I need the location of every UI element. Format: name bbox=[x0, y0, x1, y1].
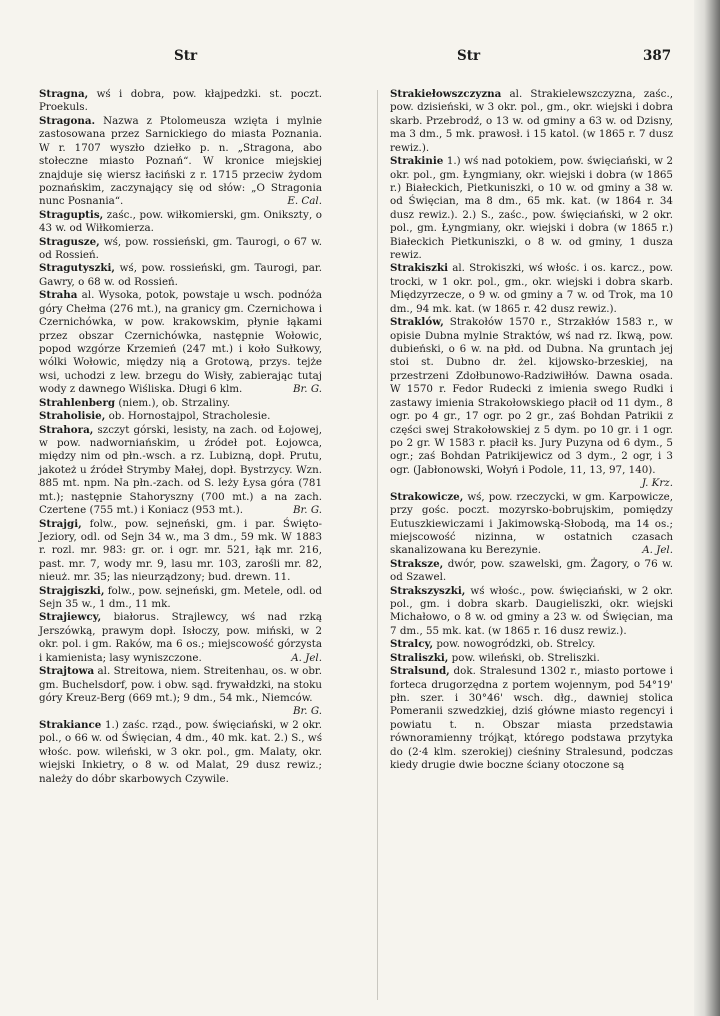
entry-headword: Strahora, bbox=[39, 423, 94, 436]
dictionary-entry bbox=[39, 424, 322, 518]
entry-author-signature: J. Krz. bbox=[641, 477, 673, 490]
entry-headword: Strakiance bbox=[39, 718, 102, 731]
entry-headword: Straguptis, bbox=[39, 208, 104, 221]
entry-headword: Strajgiszki, bbox=[39, 584, 105, 597]
entry-text: wś, pow. rzeczycki, w gm. Karpowicze, przy gośc. poczt. mozyrsko-bobrujskim, pomiędzy Eutuszkiewiczami i Jakimowską-Słobodą, ma 14 os.; miejscowość nizinna, w ostatnich czasach skanalizowana ku Berezynie. bbox=[390, 490, 673, 557]
page-edge-shadow bbox=[694, 0, 720, 1016]
entry-text: al. Strokiszki, wś włośc. i os. karcz., pow. trocki, w 1 okr. pol., gm., okr. wiejski i dobra skarb. Międzyrzecze, o 9 w. od gminy a 7 w. od Trok, ma 10 dm., 94 mk. kat. (w 1865 r. 42 dusz rewiz.). bbox=[390, 262, 673, 315]
right-column bbox=[390, 88, 673, 773]
entry-author-signature: E. Cal. bbox=[287, 195, 322, 208]
entry-text: al. Strakielewszczyzna, zaśc., pow. dzisieński, w 3 okr. pol., gm., okr. wiejski i dobra skarb. Przebrodź, o 13 w. od gminy a 63 w. od Dzisny, ma 3 dm., 5 mk. prawosł. i 15 katol. (w 1865 r. 7 dusz rewiz.). bbox=[390, 88, 673, 154]
entry-author-signature: Br. G. bbox=[292, 504, 322, 517]
entry-headword: Strakinie bbox=[390, 155, 444, 168]
entry-text: wś, pow. rossieński, gm. Taurogi, o 67 w. od Rossień. bbox=[39, 235, 322, 262]
dictionary-entry bbox=[39, 518, 322, 585]
entry-text: al. Wysoka, potok, powstaje u wsch. podnóża góry Chełma (276 mt.), na granicy gm. Czernichowa i Czernichówka, w pow. krakowskim, płynie łąkami przez obszar Czernichówka, następnie Wołowic, popod wzgórze Krzemień (247 mt.) i koło Sułkowy, wólki Wołowic, między nią a Grotową, przys. tejże wsi, uchodzi z lew. brzegu do Wisły, zabierając tutaj wody z dawnego Wiśliska. Długi 6 klm. bbox=[39, 289, 322, 396]
dictionary-entry bbox=[39, 88, 322, 115]
entry-text: wś i dobra, pow. kłajpedzki. st. poczt. Proekuls. bbox=[39, 88, 322, 114]
entry-headword: Strajtowa bbox=[39, 665, 95, 678]
entry-author-signature: A. Jel. bbox=[642, 544, 673, 557]
entry-text: dok. Stralesund 1302 r., miasto portowe i forteca drugorzędna z portem wojennym, pod 54°19' płn. szer. i 30°46' wsch. dłg., dawniej stolica Pomeranii szwedzkiej, dziś główne miasto regencyi i powiatu t. n. Obszar miasta przedstawia równoramienny trójkąt, którego podstawa przytyka do (2·4 klm. szerokiej) cieśniny Stralesund, podczas kiedy drugie dwie boczne ściany otoczone są bbox=[390, 665, 673, 772]
entry-author-signature: Br. G. bbox=[292, 383, 322, 396]
entry-text: 1.) zaśc. rząd., pow. święciański, w 2 okr. pol., o 66 w. od Święcian, 4 dm., 40 mk. kat. 2.) S., wś włośc. pow. wileński, w 3 okr. pol., gm. Malaty, okr. wiejski Inkietry, o 8 w. od Malat, 29 dusz rewiz.; należy do dóbr skarbowych Czywile. bbox=[39, 718, 322, 785]
entry-text: zaśc., pow. wiłkomierski, gm. Oniksztу, o 43 w. od Wiłkomierza. bbox=[39, 208, 322, 235]
entry-text: dwór, pow. szawelski, gm. Żagory, o 76 w. od Szawel. bbox=[390, 557, 673, 584]
entry-headword: Straliszki, bbox=[390, 651, 449, 664]
dictionary-entry bbox=[390, 88, 673, 155]
dictionary-entry bbox=[39, 397, 322, 410]
entry-headword: Strahlenberg bbox=[39, 396, 116, 409]
entry-headword: Strakszе, bbox=[390, 557, 444, 570]
column-divider bbox=[377, 90, 378, 1000]
dictionary-entry bbox=[39, 410, 322, 423]
entry-text: wś włośc., pow. święciański, w 2 okr. pol., gm. i dobra skarb. Daugieliszki, okr. wiejski Michałowo, o 8 w. od gminy a 23 w. od Święcian, ma 7 dm., 55 mk. kat. (w 1865 r. 16 dusz rewiz.). bbox=[390, 584, 673, 637]
entry-headword: Stragusze, bbox=[39, 235, 100, 248]
dictionary-entry bbox=[39, 289, 322, 396]
dictionary-entry bbox=[390, 585, 673, 639]
entry-text: folw., pow. sejneński, gm. i par. Święto-Jeziory, odl. od Sejn 34 w., ma 3 dm., 59 mk. W 1883 r. rozl. mr. 983: gr. or. i ogr. mr. 521, łąk mr. 216, past. mr. 7, wody mr. 9, lasu mr. 103, zarośli mr. 82, nieuż. mr. 35; las nieurządzony; bud. drewn. 11. bbox=[39, 517, 322, 584]
entry-author-signature: A. Jel. bbox=[291, 651, 322, 664]
entry-headword: Stragona. bbox=[39, 114, 96, 127]
entry-headword: Strajgi, bbox=[39, 517, 82, 530]
entry-headword: Straholisie, bbox=[39, 410, 106, 423]
right-running-headword: Str bbox=[457, 48, 481, 64]
dictionary-entry bbox=[39, 719, 322, 786]
dictionary-entry bbox=[390, 652, 673, 665]
entry-text: pow. wileński, ob. Streliszki. bbox=[448, 651, 600, 664]
entry-headword: Strakszyszki, bbox=[390, 584, 466, 597]
entry-headword: Stragna, bbox=[39, 88, 89, 100]
left-running-headword: Str bbox=[174, 48, 198, 64]
entry-text: pow. nowogródzki, ob. Strelcy. bbox=[433, 638, 596, 651]
entry-text: al. Streitowa, niem. Streitenhau, os. w obr. gm. Buchelsdorf, pow. i obw. sąd. frywałdzki, na stoku góry Kreuz-Berg (669 mt.); 9 dm., 54 mk., Niemców. bbox=[39, 665, 322, 704]
dictionary-entry bbox=[39, 611, 322, 665]
entry-text: wś, pow. rossieński, gm. Taurogi, par. Gawry, o 68 w. od Rossień. bbox=[39, 262, 322, 288]
page-header bbox=[0, 48, 700, 68]
entry-text: ob. Hornostajpol, Stracholesie. bbox=[105, 410, 271, 423]
entry-headword: Straha bbox=[39, 289, 78, 302]
entry-text: (niem.), ob. Strzaliny. bbox=[115, 396, 230, 409]
dictionary-entry bbox=[390, 491, 673, 558]
dictionary-entry bbox=[39, 665, 322, 719]
dictionary-entry bbox=[39, 236, 322, 263]
entry-headword: Strakowicze, bbox=[390, 490, 464, 503]
dictionary-entry bbox=[39, 262, 322, 289]
entry-text: 1.) wś nad potokiem, pow. święciański, w 2 okr. pol., gm. Łyngmiany, okr. wiejski i dobra (w 1865 r.) Białeckich, Pietkuniszki, o 10 w. od gminy a 38 w. od Święcian, ma 8 dm., 65 mk. kat. (w 1864 r. 34 dusz rewiz.). 2.) S., zaśc., pow. święciański, w 2 okr. pol., gm. Łyngmiany, okr. wiejski i dobra (w 1865 r.) Białeckich Pietkuniszki, o 8 w. od gminy, 1 dusza rewiz. bbox=[390, 155, 673, 262]
left-column bbox=[39, 88, 322, 786]
dictionary-entry bbox=[390, 262, 673, 316]
dictionary-entry bbox=[39, 585, 322, 612]
dictionary-entry bbox=[39, 115, 322, 209]
entry-headword: Stragutyszki, bbox=[39, 262, 115, 275]
entry-text: Strakołów 1570 r., Strzakłów 1583 r., w opisie Dubna mylnie Straktów, wś nad rz. Ikwą, pow. dubieński, o 6 w. na płd. od Dubna. Na gruntach jej stoi st. Dubno dr. żel. kijowsko-brzeskiej, na przestrzeni Zdołbunowo-Radziwiłłów. Dawna osada. W 1570 r. Fedor Rudecki z imienia swego Rudki i zastawy imienia Strakołowskiego płacił od 11 dym., 8 ogr. po 4 gr., 17 ogr. po 2 gr., zaś Bohdan Patrikii z części swej Strakołowskiej z 5 dym. po 10 gr. i 1 ogr. po 2 gr. W 1583 r. płacił ks. Jury Puzyna od 6 dym., 5 ogr.; zaś Bohdan Patrikijewicz od 3 dym., 2 ogr, i 3 ogr. (Jabłonowski, Wołyń i Podole, 11, 13, 97, 140). bbox=[390, 316, 673, 476]
entry-author-signature: Br. G. bbox=[292, 705, 322, 718]
entry-headword: Stralsund, bbox=[390, 665, 450, 678]
entry-text: Nazwa z Ptolomeusza wzięta i mylnie zastosowana przez Sarnickiego do miasta Poznania. W r. 1707 wyszło dziełko p. n. „Stragona, abo stołeczne miasto Poznań“. W kronice miejskiej znajduje się wiersz łaciński z r. 1715 przeciw żydom poznańskim, zaczynający się od słów: „O Stragonia nunc Posnania“. bbox=[39, 114, 322, 208]
entry-headword: Stralcy, bbox=[390, 638, 434, 651]
dictionary-entry bbox=[39, 209, 322, 236]
entry-text: szczyt górski, lesisty, na zach. od Łojowej, w pow. nadworniańskim, u źródeł pot. Łojowca, między nim od płn.-wsch. a rz. Lubizną, dopł. Prutu, jakoteż u źródeł Strymby Małej, dopł. Bystrzycy. Wzn. 885 mt. npm. Na płn.-zach. od S. leży Łysa góra (781 mt.); następnie Stahoryszny (700 mt.) a na zach. Czertene (755 mt.) i Koniacz (953 mt.). bbox=[39, 423, 322, 517]
dictionary-entry bbox=[390, 638, 673, 651]
entry-text: białorus. Strajlewcy, wś nad rzką Jerszówką, prawym dopł. Isłoczy, pow. miński, w 2 okr. pol. i gm. Raków, ma 6 os.; miejscowość górzysta i kamienista; lasy wyniszczone. bbox=[39, 611, 322, 664]
dictionary-entry bbox=[390, 558, 673, 585]
page-number: 387 bbox=[643, 48, 672, 64]
dictionary-entry bbox=[390, 665, 673, 772]
entry-headword: Strakiszki bbox=[390, 262, 449, 275]
entry-text: folw., pow. sejneński, gm. Metele, odl. od Sejn 35 w., 1 dm., 11 mk. bbox=[39, 584, 322, 611]
entry-headword: Straklów, bbox=[390, 316, 444, 329]
dictionary-entry bbox=[390, 155, 673, 262]
entry-headword: Strakiełowszczyzna bbox=[390, 88, 502, 100]
entry-headword: Strajiewcy, bbox=[39, 611, 102, 624]
dictionary-entry bbox=[390, 316, 673, 490]
